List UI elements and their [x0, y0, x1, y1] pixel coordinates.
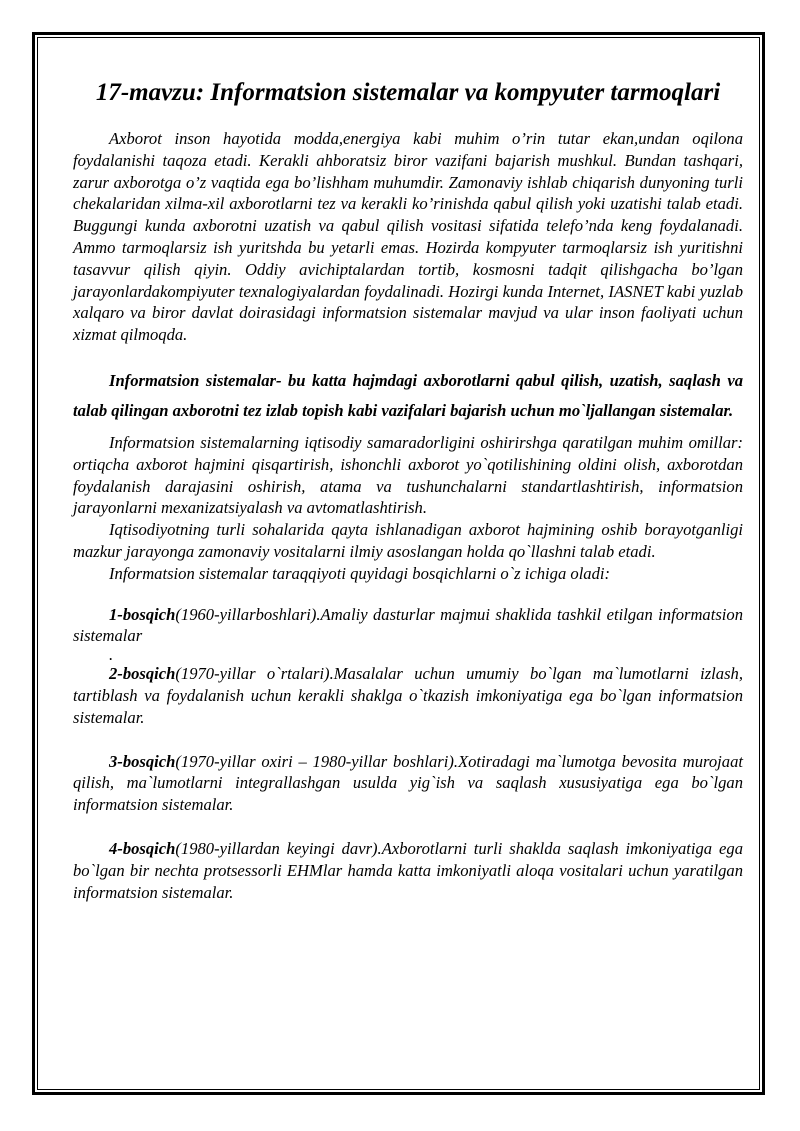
stage-2-paragraph: [73, 663, 743, 728]
stage-4-paragraph: [73, 838, 743, 903]
volume-paragraph: Iqtisodiyotning turli sohalarida qayta ishlanadigan axborot hajmining oshib borayotganligi mazkur jarayonga zamonaviy vositalarni ilmiy asoslangan holda qo`llashni talab etadi.: [73, 520, 743, 561]
stage-1-paragraph: [73, 604, 743, 648]
stage-1-label: 1-bosqich: [109, 604, 176, 624]
intro-paragraph: Axborot inson hayotida modda,energiya kabi muhim o’rin tutar ekan,undan oqilona foydalanishi taqoza etadi. Kerakli ahboratsiz biror vazifani bajarish mushkul. Bundan tashqari, zarur axborotga o’z vaqtida ega bo’lishham muhumdir. Zamonaviy ishlab chiqarish dunyoning turli chekalaridan xilma-xil axborotlarni tez va kerakli ko’rinishda qabul qilish yoki uzatishi talab etadi. Buggungi kunda axborotni uzatish va qabul qilish vositasi sifatida telefo’nda keng foydalanadi. Ammo tarmoqlarsiz ish yuritshda bu yetarli emas. Hozirda kompyuter tarmoqlarsiz ish yuritishni tasavvur qilish qiyin. Oddiy avichiptalardan tortib, kosmosni tadqit qilishgacha bo’lgan jarayonlardakompiyuter texnalogiyalardan foydalinadi. Hozirgi kunda Internet, IASNET kabi yuzlab xalqaro va biror davlat doirasidagi informatsion sistemalar mavjud va ular inson faoliyati uchun xizmat qilmoqda.: [73, 129, 743, 345]
stage-3-label: 3-bosqich: [109, 751, 176, 771]
stage-2-text: (1970-yillar o`rtalari).Masalalar uchun umumiy bo`lgan ma`lumotlarni izlash, tartiblash va foydalanish uchun kerakli shaklga o`tkazish imkoniyatiga ega bo`lgan informatsion sistemalar.: [73, 664, 743, 727]
stages-intro-paragraph: Informatsion sistemalar taraqqiyoti quyidagi bosqichlarni o`z ichiga oladi:: [109, 563, 611, 583]
factors-paragraph: Informatsion sistemalarning iqtisodiy samaradorligini oshirirshga qaratilgan muhim omillar: ortiqcha axborot hajmini qisqartirish, ishonchli axborot yo`qotilishining oldini olish, axborotdan foydalanish darajasini oshirish, atama va tushunchalarni standartlashtirish, informatsion jarayonlarni mexanizatsiyalash va avtomatlashtirish.: [73, 432, 743, 518]
document-body: [73, 76, 743, 903]
stage-4-text: (1980-yillardan keyingi davr).Axborotlarni turli shaklda saqlash imkoniyatiga ega bo`lgan bir nechta protsessorli EHMlar hamda katta imkoniyatli aloqa vositalari uchun yaratilgan informatsion sistemalar.: [73, 838, 743, 902]
definition-paragraph: Informatsion sistemalar- bu katta hajmdagi axborotlarni qabul qilish, uzatish, saqlash va talab qilingan axborotni tez izlab topish kabi vazifalari bajarish uchun mo`ljallangan sistemalar.: [73, 370, 743, 420]
stage-3-paragraph: [73, 751, 743, 816]
stage-2-label: 2-bosqich: [109, 664, 176, 684]
stage-1-text: (1960-yillarboshlari).Amaliy dasturlar majmui shaklida tashkil etilgan informatsion sistemalar: [73, 604, 743, 646]
stage-4-label: 4-bosqich: [109, 838, 176, 858]
document-title: 17-mavzu: Informatsion sistemalar va kompyuter tarmoqlari: [95, 79, 721, 106]
stray-dot: .: [109, 645, 114, 665]
stage-3-text: (1970-yillar oxiri – 1980-yillar boshlari).Xotiradagi ma`lumotga bevosita murojaat qilish, ma`lumotlarni integrallashgan usulda yig`ish va saqlash xususiyatiga ega bo`lgan informatsion sistemalar.: [73, 751, 743, 815]
